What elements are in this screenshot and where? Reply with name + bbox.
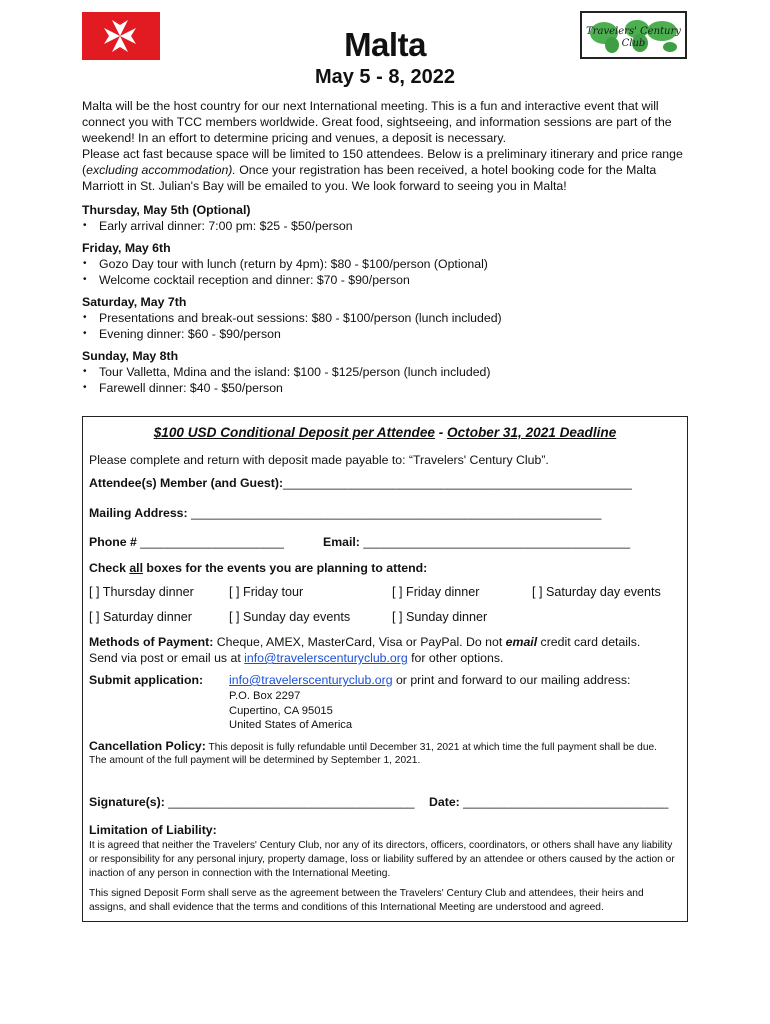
payment-text-a: Cheque, AMEX, MasterCard, Visa or PayPal. Do not — [213, 635, 506, 649]
mailing-address — [229, 689, 352, 733]
address-line: Cupertino, CA 95015 — [229, 704, 333, 717]
checkbox-friday-dinner[interactable]: [ ] Friday dinner — [392, 585, 480, 599]
send-instructions — [89, 651, 503, 665]
day-heading: Saturday, May 7th — [82, 295, 187, 309]
itinerary-item: • Tour Valletta, Mdina and the island: $100 - $125/person (lunch included) — [82, 364, 692, 380]
date-label: Date: — [429, 795, 460, 809]
itinerary-day — [82, 240, 692, 288]
agreement-text: This signed Deposit Form shall serve as the agreement between the Travelers' Century Club and attendees, their heirs and assigns, and shall evidence that the terms and conditions of this International Meeting are understood and agreed. — [89, 888, 644, 913]
attendees-label: Attendee(s) Member (and Guest): — [89, 476, 284, 490]
email-link[interactable]: info@travelerscenturyclub.org — [244, 651, 408, 665]
checkbox-saturday-day-events[interactable]: [ ] Saturday day events — [532, 585, 661, 599]
cancel-text-a: This deposit is fully refundable until December 31, 2021 at which time the full payment shall be due. — [205, 742, 658, 753]
payment-methods — [89, 635, 640, 649]
cancellation-policy — [89, 739, 657, 753]
itinerary-item: • Presentations and break-out sessions: $80 - $100/person (lunch included) — [82, 310, 692, 326]
itinerary-item: • Welcome cocktail reception and dinner: $70 - $90/person — [82, 272, 692, 288]
send-text-b: for other options. — [407, 651, 504, 665]
checkbox-thursday-dinner[interactable]: [ ] Thursday dinner — [89, 585, 194, 599]
submit-text — [229, 673, 630, 687]
check-instructions — [89, 561, 427, 575]
checkbox-sunday-day-events[interactable]: [ ] Sunday day events — [229, 610, 351, 624]
phone-line[interactable]: _____________________ — [140, 535, 284, 549]
phone-field[interactable] — [89, 535, 284, 549]
day-heading: Sunday, May 8th — [82, 349, 179, 363]
submit-email-link[interactable]: info@travelerscenturyclub.org — [229, 673, 393, 687]
deposit-heading — [83, 425, 687, 440]
payment-text-b: credit card details. — [537, 635, 641, 649]
date-field[interactable] — [429, 795, 668, 809]
itinerary-item: • Evening dinner: $60 - $90/person — [82, 326, 692, 342]
day-heading: Friday, May 6th — [82, 241, 171, 255]
intro-p2-a: Please act fast because space will be limited to 150 attendees. Below is a preliminary itinerary and price range ( — [82, 147, 683, 177]
itinerary-item: • Gozo Day tour with lunch (return by 4pm): $80 - $100/person (Optional) — [82, 256, 692, 272]
signature-label: Signature(s): — [89, 795, 165, 809]
day-heading: Thursday, May 5th (Optional) — [82, 203, 251, 217]
mailing-field[interactable] — [89, 506, 601, 520]
checkbox-friday-tour[interactable]: [ ] Friday tour — [229, 585, 304, 599]
deposit-separator: - — [434, 425, 448, 440]
logo-text: Travelers' Century Club — [586, 26, 681, 49]
itinerary — [82, 202, 692, 402]
signature-field[interactable] — [89, 795, 414, 809]
payment-emphasis: email — [505, 635, 538, 649]
liability-label: Limitation of Liability: — [89, 823, 217, 837]
itinerary-day — [82, 202, 692, 234]
intro-text — [82, 98, 692, 194]
checkbox-saturday-dinner[interactable]: [ ] Saturday dinner — [89, 610, 192, 624]
mailing-line[interactable]: ____________________________________________________________ — [191, 506, 602, 520]
cancel-label: Cancellation Policy: — [89, 739, 206, 753]
address-line: P.O. Box 2297 — [229, 690, 301, 702]
intro-p2-emphasis: excluding accommodation). — [86, 163, 236, 177]
mailing-label: Mailing Address: — [89, 506, 188, 520]
attendees-field[interactable] — [89, 476, 632, 490]
itinerary-item: • Early arrival dinner: 7:00 pm: $25 - $50/person — [82, 218, 692, 234]
liability-text: It is agreed that neither the Travelers' Century Club, nor any of its directors, officers, coordinators, or others shall have any liability or responsibility for any personal injury, property damage, loss or liability suffered by an attendee or others caused by the action or inaction of any person in connection with the International Meeting. — [89, 840, 675, 879]
email-label: Email: — [323, 535, 360, 549]
submit-text-b: or print and forward to our mailing address: — [392, 673, 631, 687]
signature-line[interactable]: ____________________________________ — [168, 795, 415, 809]
intro-p2-b: Once your registration has been received, a hotel booking code for the Malta Marriott in St. Julian's Bay will be emailed to you. We look forward to seeing you in Malta! — [82, 163, 657, 193]
form-instructions: Please complete and return with deposit made payable to: “Travelers' Century Club”. — [89, 453, 549, 467]
checkbox-sunday-dinner[interactable]: [ ] Sunday dinner — [392, 610, 488, 624]
page-title: Malta — [344, 26, 426, 63]
phone-label: Phone # — [89, 535, 137, 549]
intro-paragraph-2 — [82, 146, 692, 194]
intro-paragraph-1: Malta will be the host country for our next International meeting. This is a fun and interactive event that will connect you with TCC members worldwide. Great food, sightseeing, and information sessions are part of the weekend! In an effort to determine pricing and venues, a deposit is necessary. — [82, 99, 672, 145]
date-line[interactable]: ______________________________ — [463, 795, 669, 809]
email-field[interactable] — [323, 535, 630, 549]
address-line: United States of America — [229, 719, 353, 731]
check-a: Check — [89, 561, 130, 575]
page-subtitle: May 5 - 8, 2022 — [314, 66, 456, 88]
deposit-deadline: October 31, 2021 Deadline — [447, 425, 617, 440]
itinerary-day — [82, 294, 692, 342]
attendees-line[interactable]: ___________________________________________________ — [283, 476, 632, 490]
deposit-form — [82, 416, 688, 922]
itinerary-item: • Farewell dinner: $40 - $50/person — [82, 380, 692, 396]
itinerary-day — [82, 348, 692, 396]
check-b: boxes for the events you are planning to attend: — [143, 561, 428, 575]
check-all: all — [129, 561, 144, 575]
send-text-a: Send via post or email us at — [89, 651, 245, 665]
deposit-amount: $100 USD Conditional Deposit per Attendee — [153, 425, 435, 440]
email-line[interactable]: _______________________________________ — [363, 535, 631, 549]
submit-label: Submit application: — [89, 673, 204, 687]
cancel-text-b: The amount of the full payment will be determined by September 1, 2021. — [89, 755, 421, 766]
payment-label: Methods of Payment: — [89, 635, 214, 649]
